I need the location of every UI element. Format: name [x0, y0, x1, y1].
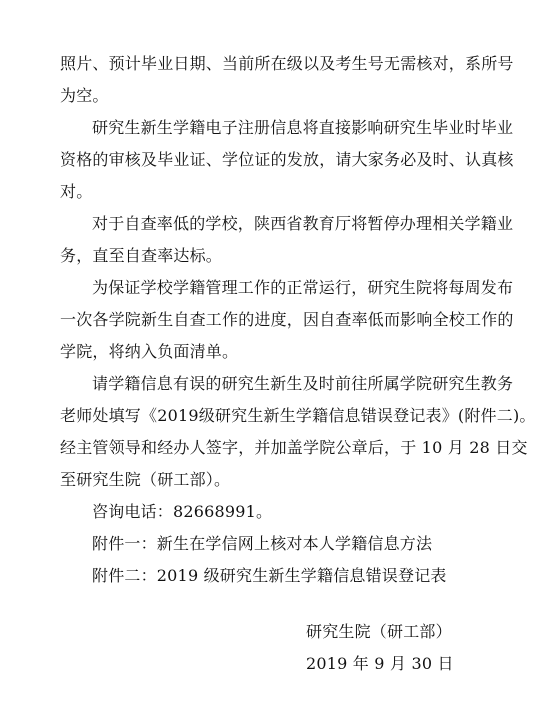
- paragraph-line: 一次各学院新生自查工作的进度，因自查率低而影响全校工作的: [60, 310, 514, 329]
- paragraph-line: 请学籍信息有误的研究生新生及时前往所属学院研究生教务: [92, 374, 514, 393]
- paragraph-line: 务，直至自查率达标。: [60, 246, 223, 265]
- attachment-2: 附件二：2019 级研究生新生学籍信息错误登记表: [92, 566, 447, 585]
- contact-phone: 咨询电话：82668991。: [92, 502, 273, 521]
- paragraph-line: 为空。: [60, 86, 109, 105]
- attachment-1: 附件一：新生在学信网上核对本人学籍信息方法: [92, 534, 433, 553]
- signature-organization: 研究生院（研工部）: [306, 622, 452, 641]
- paragraph-line: 照片、预计毕业日期、当前所在级以及考生号无需核对，系所号: [60, 54, 514, 73]
- paragraph-line: 对于自查率低的学校，陕西省教育厅将暂停办理相关学籍业: [92, 214, 514, 233]
- paragraph-line: 资格的审核及毕业证、学位证的发放，请大家务必及时、认真核: [60, 150, 514, 169]
- paragraph-line: 至研究生院（研工部）。: [60, 470, 231, 489]
- signature-date: 2019 年 9 月 30 日: [306, 654, 454, 673]
- paragraph-line: 学院，将纳入负面清单。: [60, 342, 239, 361]
- paragraph-line: 研究生新生学籍电子注册信息将直接影响研究生毕业时毕业: [92, 118, 514, 137]
- paragraph-line: 老师处填写《2019级研究生新生学籍信息错误登记表》(附件二)。: [60, 406, 536, 425]
- paragraph-line: 为保证学校学籍管理工作的正常运行，研究生院将每周发布: [92, 278, 514, 297]
- paragraph-line: 经主管领导和经办人签字，并加盖学院公章后，于 10 月 28 日交: [60, 438, 528, 457]
- paragraph-line: 对。: [60, 182, 93, 201]
